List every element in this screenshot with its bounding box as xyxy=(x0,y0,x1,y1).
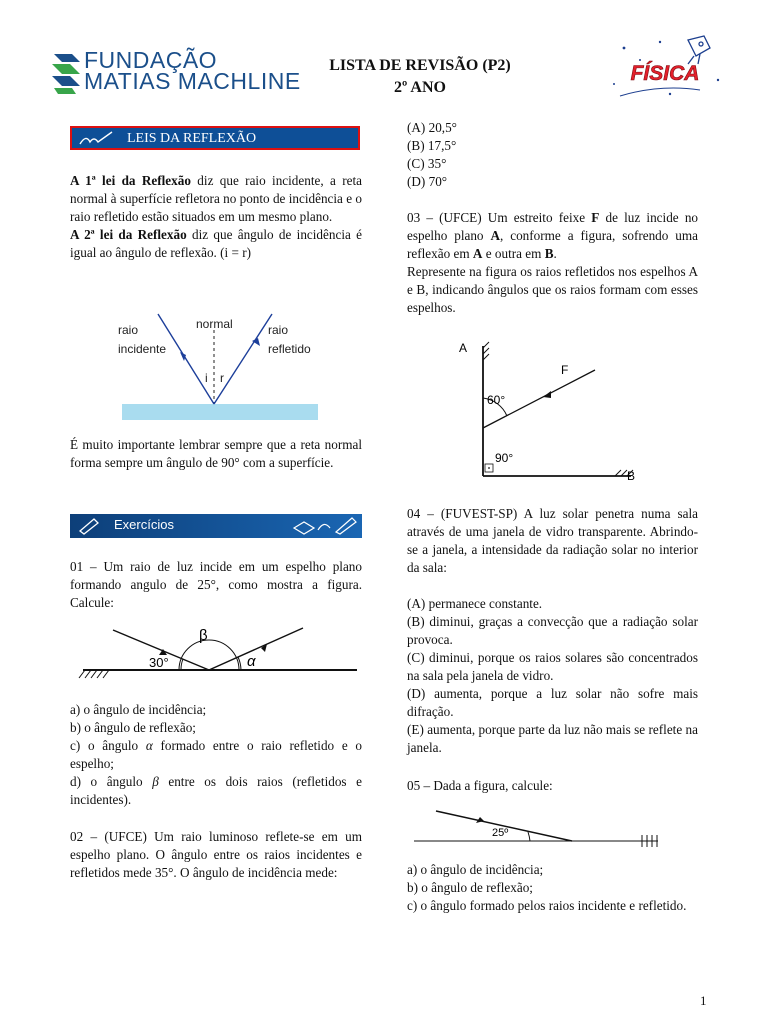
q05-items xyxy=(407,861,698,915)
q04-option-d: (D) aumenta, porque a luz solar não sofre mais difração. xyxy=(407,686,698,719)
section-title: LEIS DA REFLEXÃO xyxy=(127,131,257,146)
q02-option-d: (D) 70° xyxy=(407,174,448,189)
fisica-rocket-icon xyxy=(600,34,730,104)
q02-options xyxy=(407,119,698,191)
section-title: Exercícios xyxy=(114,517,174,532)
q03-A2: A xyxy=(472,246,483,261)
mirror-surface xyxy=(122,404,318,420)
q03-t3: , conforme a figura, sofrendo uma reflexão em xyxy=(407,228,698,261)
pencil-icon xyxy=(76,517,106,535)
reflexao-laws-text xyxy=(70,172,362,262)
q01-figure xyxy=(75,622,360,682)
beta-arc xyxy=(179,640,239,670)
angle-30-arc xyxy=(181,659,183,670)
logo-line1: FUNDAÇÃO xyxy=(84,47,218,73)
page-title: LISTA DE REVISÃO (P2) xyxy=(329,57,511,74)
q03-t4: e outra em xyxy=(482,246,545,261)
pen-icon xyxy=(78,130,114,148)
q03-t5: . xyxy=(553,246,557,261)
q04-option-a: (A) permanece constante. xyxy=(407,596,543,611)
label-30: 30° xyxy=(149,655,169,670)
label-60: 60° xyxy=(487,393,506,407)
q02-option-a: (A) 20,5° xyxy=(407,120,457,135)
q04-option-e: (E) aumenta, porque parte da luz não mais se reflete na janela. xyxy=(407,722,698,755)
label-A: A xyxy=(459,341,468,355)
mirror-hatching xyxy=(79,670,109,678)
label-25: 25º xyxy=(492,827,509,839)
label-refletido: refletido xyxy=(268,342,311,356)
school-supplies-icon xyxy=(292,516,358,536)
q01-a: a) o ângulo de incidência; xyxy=(70,702,207,717)
beam-arrow-icon xyxy=(543,391,551,398)
law1-bold: A 1ª lei da Reflexão xyxy=(70,173,191,188)
q05-b: b) o ângulo de reflexão; xyxy=(407,880,533,895)
law1-text: diz que raio incidente, a reta normal à superfície refletora no ponto de incidência e o raio refletido estão situados em um mesmo plano. xyxy=(70,173,362,224)
label-B: B xyxy=(627,469,636,483)
law2-bold: A 2ª lei da Reflexão xyxy=(70,227,187,242)
label-r: r xyxy=(220,371,224,385)
q02-text: 02 – (UFCE) Um raio luminoso reflete-se em um espelho plano. O ângulo entre os raios incidentes e refletidos mede 35°. O ângulo de incidência mede: xyxy=(70,829,362,880)
q04-option-c: (C) diminui, porque os raios solares são concentrados na sala pela janela de vidro. xyxy=(407,650,698,683)
section-header-leis-da-reflexao xyxy=(70,126,360,150)
q05-text: 05 – Dada a figura, calcule: xyxy=(407,778,553,793)
label-90: 90° xyxy=(495,451,514,465)
q02-option-c: (C) 35° xyxy=(407,156,447,171)
q03-t1: 03 – (UFCE) Um estreito feixe xyxy=(407,210,592,225)
label-raio-refletido-1: raio xyxy=(268,323,289,337)
q01-d-pre: d) o ângulo xyxy=(70,774,153,789)
label-F: F xyxy=(561,363,569,377)
q01-text: 01 – Um raio de luz incide em um espelho plano formando angulo de 25°, como mostra a figura. Calcule: xyxy=(70,559,362,610)
fisica-badge-text: FÍSICA xyxy=(630,62,700,85)
q03-text xyxy=(407,209,698,317)
q05-c: c) o ângulo formado pelos raios incidente e refletido. xyxy=(407,898,687,913)
angle-25-arc xyxy=(528,832,530,841)
page-number: 1 xyxy=(700,993,707,1008)
label-normal: normal xyxy=(196,317,233,331)
q02-option-b: (B) 17,5° xyxy=(407,138,457,153)
q03-figure xyxy=(455,336,655,486)
label-alpha: α xyxy=(247,653,256,670)
q01-c-pre: c) o ângulo xyxy=(70,738,146,753)
q03-B: B xyxy=(544,246,554,261)
reflection-law-diagram xyxy=(100,300,350,425)
q03-F: F xyxy=(591,210,600,225)
normal-note-text: É muito importante lembrar sempre que a reta normal forma sempre um ângulo de 90° com a superfície. xyxy=(70,437,362,470)
label-incidente: incidente xyxy=(118,342,167,356)
label-raio: raio xyxy=(118,323,139,337)
label-i: i xyxy=(205,371,208,385)
section-header-exercicios xyxy=(70,514,362,538)
q01-c-post: formado entre o raio refletido e o espelho; xyxy=(70,738,362,771)
logo-line2: MATIAS MACHLINE xyxy=(84,68,301,94)
label-beta: β xyxy=(199,627,208,644)
q04-text: 04 – (FUVEST-SP) A luz solar penetra numa sala através de uma janela de vidro transparente. Abrindo-se a janela, a intensidade da radiação solar no interior da sala: xyxy=(407,506,698,575)
q01-d-beta: β xyxy=(152,774,159,789)
q01-c-alpha: α xyxy=(145,738,153,753)
q01-items xyxy=(70,701,362,809)
q01-b: b) o ângulo de reflexão; xyxy=(70,720,196,735)
law2-text: diz que ângulo de incidência é igual ao ângulo de reflexão. (i = r) xyxy=(70,227,362,260)
q03-t2: de luz incide no espelho plano xyxy=(407,210,699,243)
q05-a: a) o ângulo de incidência; xyxy=(407,862,544,877)
q04-options xyxy=(407,595,698,757)
reflected-ray xyxy=(209,628,303,670)
q01-d-post: entre os dois raios (refletidos e incidentes). xyxy=(70,774,362,807)
q04-option-b: (B) diminui, graças a convecção que a radiação solar provoca. xyxy=(407,614,698,647)
q03-instruction: Represente na figura os raios refletidos nos espelhos A e B, indicando ângulos que os raios formam com esses espelhos. xyxy=(407,264,698,315)
q05-figure xyxy=(410,803,670,848)
page-subtitle: 2º ANO xyxy=(394,79,446,96)
q03-A: A xyxy=(490,228,500,243)
